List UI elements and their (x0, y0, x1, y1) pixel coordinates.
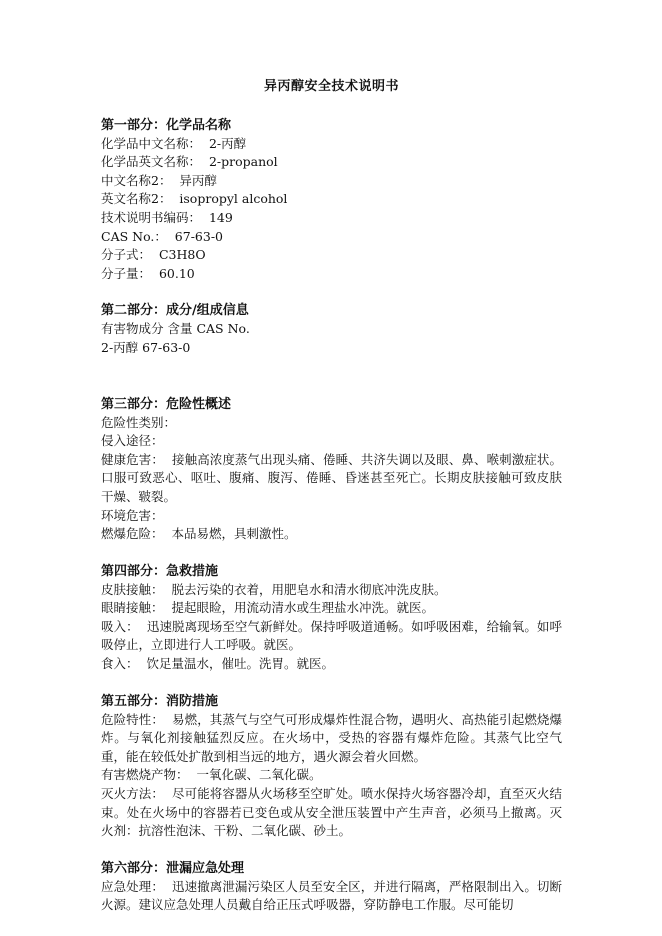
section-leak-response (101, 859, 562, 915)
text-line: 危险性类别： (101, 414, 177, 430)
text-line: 中文名称2： 异丙醇 (101, 172, 217, 188)
text-line: 危险特性： 易燃，其蒸气与空气可形成爆炸性混合物，遇明火、高热能引起燃烧爆炸。与氧化剂接触猛烈反应。在火场中，受热的容器有爆炸危险。其蒸气比空气重，能在较低处扩散到相当远的地方，遇火源会着火回燃。 (101, 711, 562, 764)
section-heading: 第四部分：急救措施 (101, 563, 219, 579)
text-line: 环境危害： (101, 507, 164, 523)
document-title: 异丙醇安全技术说明书 (263, 79, 399, 94)
section-hazards (101, 395, 562, 544)
section-heading: 第六部分：泄漏应急处理 (101, 860, 245, 876)
text-line: 吸入： 迅速脱离现场至空气新鲜处。保持呼吸道通畅。如呼吸困难，给输氧。如呼吸停止，立即进行人工呼吸。就医。 (101, 618, 562, 653)
text-line: 食入： 饮足量温水，催吐。洗胃。就医。 (101, 656, 334, 672)
text-line: 有害燃烧产物： 一氧化碳、二氧化碳。 (101, 767, 322, 783)
text-line: 有害物成分 含量 CAS No. (101, 321, 250, 337)
text-line: 分子量： 60.10 (101, 265, 195, 281)
text-line: 眼睛接触： 提起眼睑，用流动清水或生理盐水冲洗。就医。 (101, 600, 434, 616)
section-composition (101, 301, 562, 357)
text-line: 化学品中文名称： 2-丙醇 (101, 135, 247, 151)
section-first-aid (101, 562, 562, 674)
section-chemical-name (101, 116, 562, 284)
section-heading: 第二部分：成分/组成信息 (101, 303, 249, 319)
text-line: 分子式： C3H8O (101, 247, 206, 263)
text-line: 2-丙醇 67-63-0 (101, 339, 191, 355)
text-line: 应急处理： 迅速撤离泄漏污染区人员至安全区，并进行隔离，严格限制出入。切断火源。建议应急处理人员戴自给正压式呼吸器，穿防静电工作服。尽可能切 (101, 878, 562, 913)
text-line: 皮肤接触： 脱去污染的衣着，用肥皂水和清水彻底冲洗皮肤。 (101, 581, 447, 597)
section-heading: 第一部分：化学品名称 (101, 117, 232, 133)
text-line: 英文名称2： isopropyl alcohol (101, 191, 288, 207)
section-heading: 第三部分：危险性概述 (101, 396, 232, 412)
section-fire-fighting (101, 692, 562, 841)
text-line: 灭火方法： 尽可能将容器从火场移至空旷处。喷水保持火场容器冷却，直至灭火结束。处在火场中的容器若已变色或从安全泄压装置中产生声音，必须马上撤离。灭火剂：抗溶性泡沫、干粉、二氧化碳、砂土。 (101, 786, 562, 839)
text-line: 健康危害： 接触高浓度蒸气出现头痛、倦睡、共济失调以及眼、鼻、喉刺激症状。口服可致恶心、呕吐、腹痛、腹泻、倦睡、昏迷甚至死亡。长期皮肤接触可致皮肤干燥、皲裂。 (101, 451, 562, 504)
section-heading: 第五部分：消防措施 (101, 693, 219, 709)
text-line: CAS No.： 67-63-0 (101, 228, 224, 244)
text-line: 技术说明书编码： 149 (101, 209, 233, 225)
text-line: 化学品英文名称： 2-propanol (101, 154, 278, 170)
text-line: 侵入途径： (101, 433, 164, 449)
text-line: 燃爆危险： 本品易燃，具刺激性。 (101, 526, 297, 542)
